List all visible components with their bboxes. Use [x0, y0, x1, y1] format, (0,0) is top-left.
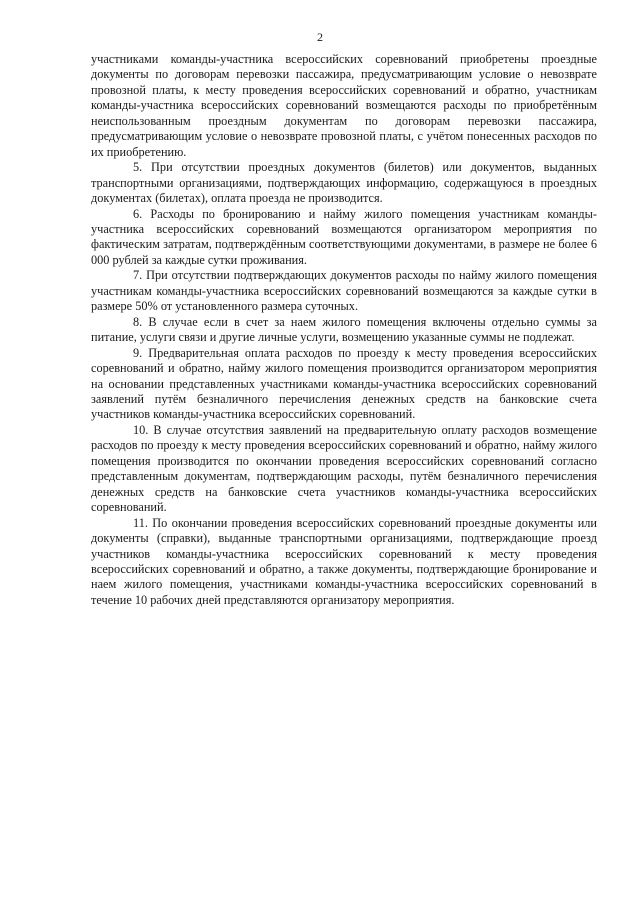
paragraph-5: 5. При отсутствии проездных документов (билетов) или документов, выданных транспортными организациями, подтверждающих информацию, содержащуюся в проездных документах (билетах), оплата проезда не производится.: [91, 160, 597, 206]
paragraph-10: 10. В случае отсутствия заявлений на предварительную оплату расходов возмещение расходов по проезду к месту проведения всероссийских соревнований и обратно, найму жилого помещения производится по окончании проведения всероссийских соревнований согласно представленным документам, подтверждающим расходы, путём безналичного перечисления денежных средств на банковские счета участников команды-участника всероссийских соревнований.: [91, 422, 597, 515]
paragraph-7: 7. При отсутствии подтверждающих документов расходы по найму жилого помещения участникам команды-участника всероссийских соревнований возмещаются за каждые сутки в размере 50% от установленного размера суточных.: [91, 268, 597, 314]
paragraph-11: 11. По окончании проведения всероссийских соревнований проездные документы или документы (справки), выданные транспортными организациями, подтверждающие проезд участников команды-участника всероссийских соревнований к месту проведения всероссийских соревнований и обратно, а также документы, подтверждающие бронирование и наем жилого помещения, участниками команды-участника всероссийских соревнований в течение 10 рабочих дней представляются организатору мероприятия.: [91, 515, 597, 607]
document-body: [91, 52, 597, 608]
page-number: 2: [317, 30, 323, 44]
paragraph-6: 6. Расходы по бронированию и найму жилого помещения участникам команды-участника всероссийских соревнований возмещаются организатором мероприятия по фактическим затратам, подтверждённым соответствующими документами, в размере не более 6 000 рублей за каждые сутки проживания.: [91, 206, 597, 267]
paragraph-continuation: участниками команды-участника всероссийских соревнований приобретены проездные документы по договорам перевозки пассажира, предусматривающим условие о невозврате провозной платы, к месту проведения всероссийских соревнований и обратно, участникам команды-участника всероссийских соревнований возмещаются расходы по приобретённым неиспользованным проездным документам по договорам перевозки пассажира, предусматривающим условие о невозврате провозной платы, с учётом понесенных расходов по их приобретению.: [91, 52, 597, 159]
paragraph-9: 9. Предварительная оплата расходов по проезду к месту проведения всероссийских соревнований и обратно, найму жилого помещения производится организатором мероприятия на основании представленных участниками команды-участника всероссийских соревнований заявлений путём безналичного перечисления денежных средств на банковские счета участников команды-участника всероссийских соревнований.: [91, 345, 597, 422]
paragraph-8: 8. В случае если в счет за наем жилого помещения включены отдельно суммы за питание, услуги связи и другие личные услуги, возмещению указанные суммы не подлежат.: [91, 314, 597, 345]
